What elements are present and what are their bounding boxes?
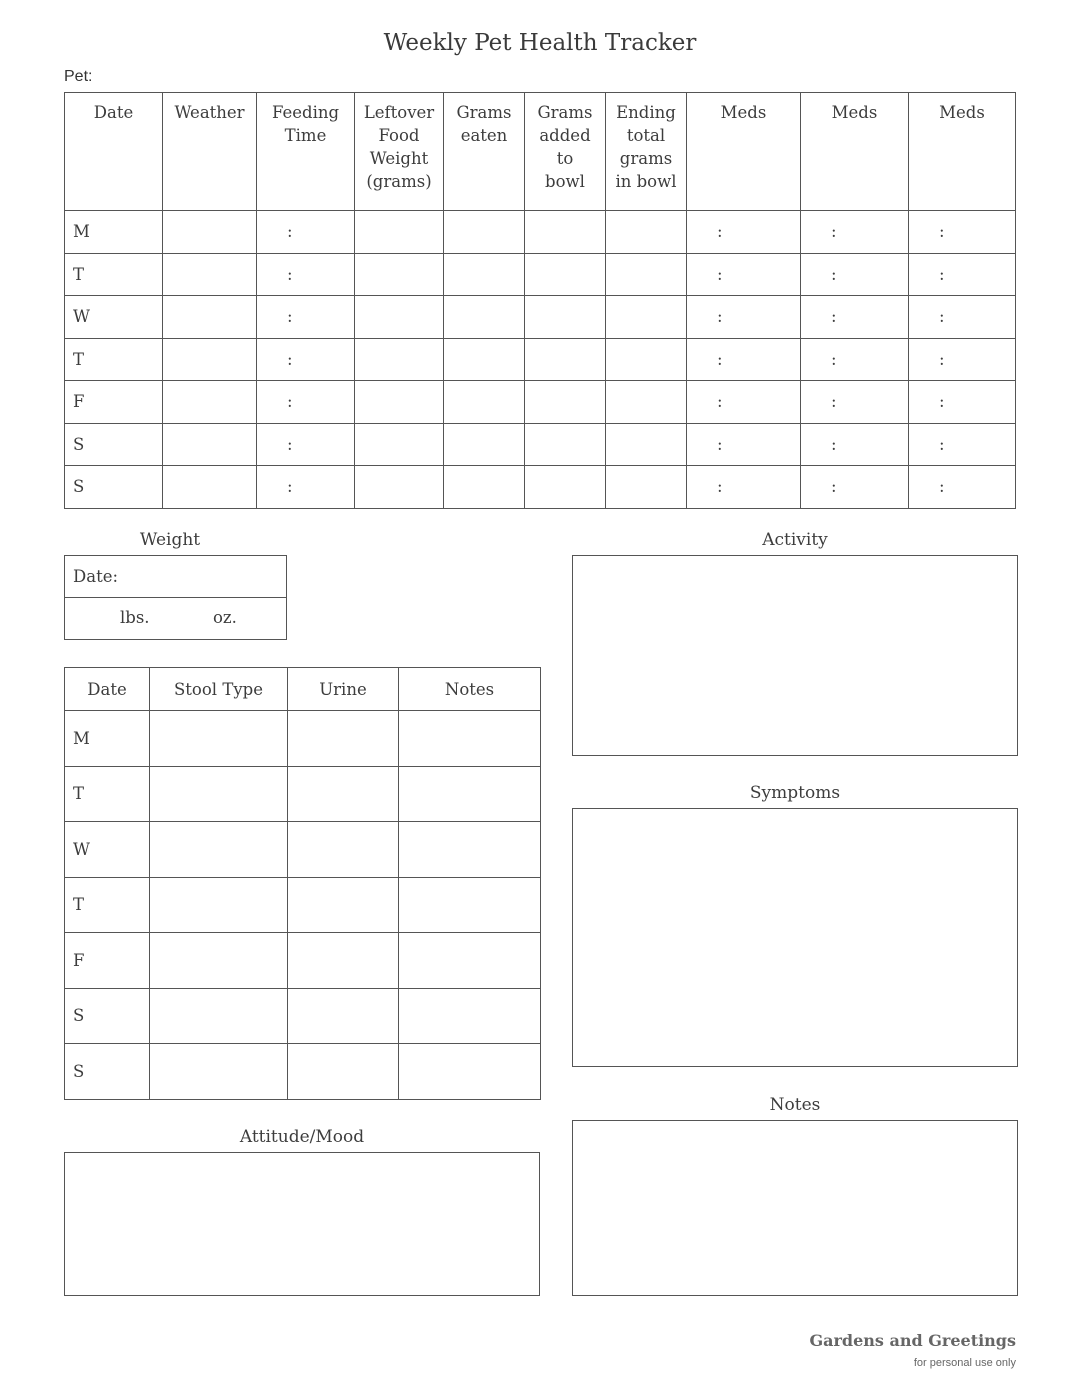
header-meds-2: Meds [801,93,909,211]
time-separator: : [717,307,723,327]
day-cell: M [65,711,150,767]
entry-cell[interactable] [606,253,687,296]
meds-time-cell[interactable] [909,381,1016,424]
entry-cell[interactable] [399,1044,541,1100]
pet-label: Pet: [64,68,93,85]
entry-cell[interactable] [606,381,687,424]
entry-cell[interactable] [606,211,687,254]
meds-time-cell[interactable] [909,253,1016,296]
time-separator: : [717,349,723,369]
table-row [65,338,1016,381]
meds-time-cell[interactable] [801,211,909,254]
entry-cell[interactable] [444,211,525,254]
entry-cell[interactable] [288,766,399,822]
time-separator: : [717,222,723,242]
day-cell: S [65,1044,150,1100]
table-row [65,381,1016,424]
time-separator: : [831,349,837,369]
entry-cell[interactable] [444,381,525,424]
time-separator: : [287,222,293,242]
weight-oz-label: oz. [213,608,237,627]
table-row [65,423,1016,466]
meds-time-cell[interactable] [909,423,1016,466]
time-separator: : [939,392,945,412]
header-meds-1: Meds [687,93,801,211]
meds-time-cell[interactable] [687,253,801,296]
meds-time-cell[interactable] [909,296,1016,339]
meds-time-cell[interactable] [687,423,801,466]
table-row [65,296,1016,339]
time-separator: : [287,264,293,284]
entry-cell[interactable] [606,296,687,339]
day-cell: S [65,988,150,1044]
day-cell: W [65,822,150,878]
time-separator: : [717,264,723,284]
entry-cell[interactable] [288,877,399,933]
time-separator: : [287,392,293,412]
meds-time-cell[interactable] [909,338,1016,381]
meds-time-cell[interactable] [909,466,1016,509]
activity-label: Activity [762,530,828,550]
header-date: Date [65,93,163,211]
time-separator: : [831,307,837,327]
day-cell: T [65,253,163,296]
table-row [65,988,541,1044]
page-title: Weekly Pet Health Tracker [383,30,697,56]
weight-date-cell[interactable] [65,556,287,598]
time-separator: : [831,434,837,454]
table-row [65,211,1016,254]
symptoms-label: Symptoms [749,783,841,803]
entry-cell[interactable] [355,211,444,254]
entry-cell[interactable] [606,466,687,509]
header-urine: Urine [288,668,399,711]
day-cell: M [65,211,163,254]
header-ending-total: Ending total grams in bowl [606,93,687,211]
meds-time-cell[interactable] [801,296,909,339]
symptoms-box[interactable] [572,808,1018,1067]
weight-value-cell[interactable] [65,598,287,640]
time-separator: : [939,222,945,242]
day-cell: F [65,933,150,989]
header-stool-type: Stool Type [150,668,288,711]
entry-cell[interactable] [525,296,606,339]
time-separator: : [717,477,723,497]
entry-cell[interactable] [444,253,525,296]
meds-time-cell[interactable] [801,466,909,509]
entry-cell[interactable] [150,822,288,878]
feeding-time-cell[interactable] [257,466,355,509]
entry-cell[interactable] [163,338,257,381]
time-separator: : [831,477,837,497]
feeding-time-cell[interactable] [257,423,355,466]
header-feeding-time: Feeding Time [257,93,355,211]
time-separator: : [939,264,945,284]
entry-cell[interactable] [288,988,399,1044]
stool-urine-table [64,667,541,1100]
header-weather: Weather [163,93,257,211]
day-cell: W [65,296,163,339]
entry-cell[interactable] [525,211,606,254]
table-header-row [65,93,1016,211]
time-separator: : [287,477,293,497]
entry-cell[interactable] [150,877,288,933]
entry-cell[interactable] [355,296,444,339]
header-leftover-food-weight: Leftover Food Weight (grams) [355,93,444,211]
table-row [65,466,1016,509]
weight-lbs-label: lbs. [120,608,150,627]
meds-time-cell[interactable] [909,211,1016,254]
entry-cell[interactable] [606,423,687,466]
entry-cell[interactable] [150,988,288,1044]
header-meds-3: Meds [909,93,1016,211]
weight-label: Weight [139,530,201,550]
entry-cell[interactable] [150,933,288,989]
entry-cell[interactable] [444,296,525,339]
time-separator: : [939,434,945,454]
feeding-time-cell[interactable] [257,338,355,381]
entry-cell[interactable] [150,711,288,767]
entry-cell[interactable] [163,296,257,339]
weight-table [64,555,287,640]
time-separator: : [939,307,945,327]
meds-time-cell[interactable] [687,296,801,339]
attitude-mood-label: Attitude/Mood [239,1127,365,1147]
entry-cell[interactable] [399,877,541,933]
day-cell: T [65,766,150,822]
entry-cell[interactable] [399,766,541,822]
entry-cell[interactable] [163,211,257,254]
time-separator: : [717,392,723,412]
table-row [65,933,541,989]
meds-time-cell[interactable] [687,381,801,424]
entry-cell[interactable] [288,1044,399,1100]
meds-time-cell[interactable] [687,338,801,381]
feeding-meds-table [64,92,1016,509]
time-separator: : [831,392,837,412]
table-row [65,822,541,878]
entry-cell[interactable] [355,466,444,509]
header-date: Date [65,668,150,711]
entry-cell[interactable] [163,381,257,424]
entry-cell[interactable] [355,338,444,381]
header-grams-added: Grams added to bowl [525,93,606,211]
table-row [65,1044,541,1100]
entry-cell[interactable] [288,933,399,989]
feeding-time-cell[interactable] [257,211,355,254]
brand-name: Gardens and Greetings [809,1331,1016,1350]
meds-time-cell[interactable] [801,381,909,424]
header-notes: Notes [399,668,541,711]
entry-cell[interactable] [444,466,525,509]
feeding-time-cell[interactable] [257,296,355,339]
table-row [65,253,1016,296]
time-separator: : [287,434,293,454]
time-separator: : [939,349,945,369]
feeding-time-cell[interactable] [257,381,355,424]
entry-cell[interactable] [150,1044,288,1100]
time-separator: : [287,307,293,327]
weight-date-label: Date: [73,567,119,586]
notes-box[interactable] [572,1120,1018,1296]
table-header-row [65,668,541,711]
entry-cell[interactable] [399,988,541,1044]
entry-cell[interactable] [355,253,444,296]
entry-cell[interactable] [355,381,444,424]
day-cell: F [65,381,163,424]
entry-cell[interactable] [525,423,606,466]
entry-cell[interactable] [163,423,257,466]
day-cell: S [65,423,163,466]
entry-cell[interactable] [444,423,525,466]
entry-cell[interactable] [444,338,525,381]
entry-cell[interactable] [399,933,541,989]
entry-cell[interactable] [150,766,288,822]
time-separator: : [717,434,723,454]
time-separator: : [287,349,293,369]
day-cell: T [65,338,163,381]
attitude-mood-box[interactable] [64,1152,540,1296]
day-cell: S [65,466,163,509]
usage-note: for personal use only [913,1357,1016,1369]
day-cell: T [65,877,150,933]
table-row [65,766,541,822]
entry-cell[interactable] [525,466,606,509]
header-grams-eaten: Grams eaten [444,93,525,211]
entry-cell[interactable] [163,253,257,296]
meds-time-cell[interactable] [687,466,801,509]
entry-cell[interactable] [399,711,541,767]
entry-cell[interactable] [525,253,606,296]
table-row [65,711,541,767]
entry-cell[interactable] [606,338,687,381]
notes-label: Notes [769,1095,821,1115]
time-separator: : [831,222,837,242]
entry-cell[interactable] [163,466,257,509]
meds-time-cell[interactable] [801,253,909,296]
entry-cell[interactable] [525,381,606,424]
time-separator: : [831,264,837,284]
meds-time-cell[interactable] [801,338,909,381]
entry-cell[interactable] [288,711,399,767]
feeding-time-cell[interactable] [257,253,355,296]
entry-cell[interactable] [525,338,606,381]
meds-time-cell[interactable] [687,211,801,254]
activity-box[interactable] [572,555,1018,756]
meds-time-cell[interactable] [801,423,909,466]
entry-cell[interactable] [288,822,399,878]
entry-cell[interactable] [399,822,541,878]
table-row [65,877,541,933]
time-separator: : [939,477,945,497]
entry-cell[interactable] [355,423,444,466]
